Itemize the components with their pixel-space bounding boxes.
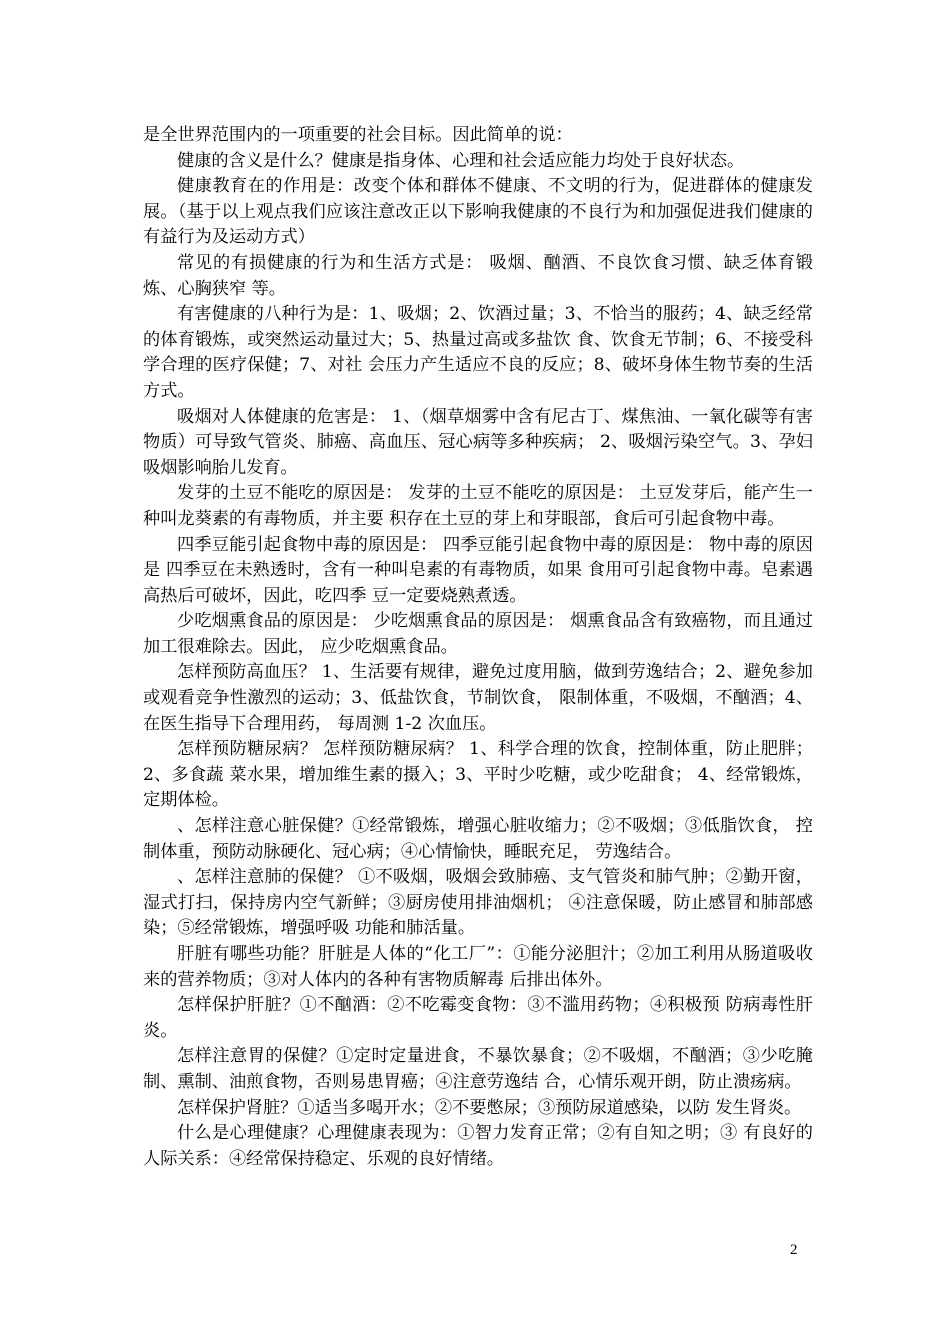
paragraph-diabetes: 怎样预防糖尿病？ 怎样预防糖尿病？ 1、科学合理的饮食，控制体重，防止肥胖；2、多食蔬 菜水果，增加维生素的摄入；3、平时少吃糖，或少吃甜食； 4、经常锻炼，定期体检。	[143, 739, 813, 811]
paragraph-smoked-food: 少吃烟熏食品的原因是： 少吃烟熏食品的原因是： 烟熏食品含有致癌物，而且通过加工很难除去。因此， 应少吃烟熏食品。	[143, 611, 813, 657]
paragraph-stomach-care: 怎样注意胃的保健？①定时定量进食，不暴饮暴食；②不吸烟，不酗酒；③少吃腌制、熏制、油煎食物，否则易患胃癌；④注意劳逸结 合，心情乐观开朗，防止溃疡病。	[143, 1046, 813, 1092]
paragraph-mental-health: 什么是心理健康？心理健康表现为：①智力发育正常；②有自知之明；③ 有良好的人际关系：④经常保持稳定、乐观的良好情绪。	[143, 1123, 813, 1169]
paragraph-health-education: 健康教育在的作用是：改变个体和群体不健康、不文明的行为，促进群体的健康发展。（基于以上观点我们应该注意改正以下影响我健康的不良行为和加强促进我们健康的有益行为及运动方式）	[143, 176, 813, 248]
paragraph-lung-care: 、怎样注意肺的保健？ ①不吸烟，吸烟会致肺癌、支气管炎和肺气肿；②勤开窗，湿式打扫，保持房内空气新鲜；③厨房使用排油烟机； ④注意保暖，防止感冒和肺部感染；⑤经常锻炼，增强呼吸 功能和肺活量。	[143, 867, 813, 939]
page-number: 2	[790, 1242, 798, 1258]
paragraph-green-beans: 四季豆能引起食物中毒的原因是： 四季豆能引起食物中毒的原因是： 物中毒的原因是 四季豆在未熟透时，含有一种叫皂素的有毒物质，如果 食用可引起食物中毒。皂素遇高热后可破坏，因此，吃四季 豆一定要烧熟煮透。	[143, 534, 813, 606]
paragraph-health-definition: 健康的含义是什么？健康是指身体、心理和社会适应能力均处于良好状态。	[177, 150, 745, 171]
paragraph-eight-behaviors: 有害健康的八种行为是：1、吸烟；2、饮酒过量；3、不恰当的服药；4、缺乏经常的体育锻炼，或突然运动量过大；5、热量过高或多盐饮 食、饮食无节制；6、不接受科学合理的医疗保健；7、对社 会压力产生适应不良的反应；8、破坏身体生物节奏的生活方式。	[143, 304, 813, 401]
paragraph-heart-care: 、怎样注意心脏保健？①经常锻炼，增强心脏收缩力；②不吸烟；③低脂饮食， 控制体重，预防动脉硬化、冠心病；④心情愉快，睡眠充足， 劳逸结合。	[143, 816, 813, 862]
paragraph-liver-care: 怎样保护肝脏？①不酗酒：②不吃霉变食物：③不滥用药物；④积极预 防病毒性肝炎。	[143, 995, 813, 1041]
paragraph-liver-function: 肝脏有哪些功能？肝脏是人体的“化工厂”：①能分泌胆汁；②加工利用从肠道吸收来的营养物质；③对人体内的各种有害物质解毒 后排出体外。	[143, 944, 813, 990]
paragraph-smoking-harm: 吸烟对人体健康的危害是： 1、（烟草烟雾中含有尼古丁、煤焦油、一氧化碳等有害 物质）可导致气管炎、肺癌、高血压、冠心病等多种疾病； 2、吸烟污染空气。3、孕妇吸烟影响胎儿发育。	[143, 406, 813, 478]
paragraph-continuation: 是全世界范围内的一项重要的社会目标。因此简单的说：	[143, 125, 573, 145]
paragraph-kidney-care: 怎样保护肾脏？①适当多喝开水；②不要憋尿；③预防尿道感染，以防 发生肾炎。	[177, 1097, 802, 1118]
body-text	[143, 123, 813, 1172]
paragraph-hypertension: 怎样预防高血压？ 1、生活要有规律，避免过度用脑，做到劳逸结合；2、避免参加或观看竞争性激烈的运动；3、低盐饮食，节制饮食， 限制体重，不吸烟，不酗酒；4、在医生指导下合理用药， 每周测 1-2 次血压。	[143, 662, 813, 734]
paragraph-sprouted-potato: 发芽的土豆不能吃的原因是： 发芽的土豆不能吃的原因是： 土豆发芽后，能产生一种叫龙葵素的有毒物质，并主要 积存在土豆的芽上和芽眼部，食后可引起食物中毒。	[143, 483, 813, 529]
paragraph-harmful-lifestyle: 常见的有损健康的行为和生活方式是： 吸烟、酗酒、不良饮食习惯、缺乏体育锻炼、心胸狭窄 等。	[143, 252, 813, 299]
